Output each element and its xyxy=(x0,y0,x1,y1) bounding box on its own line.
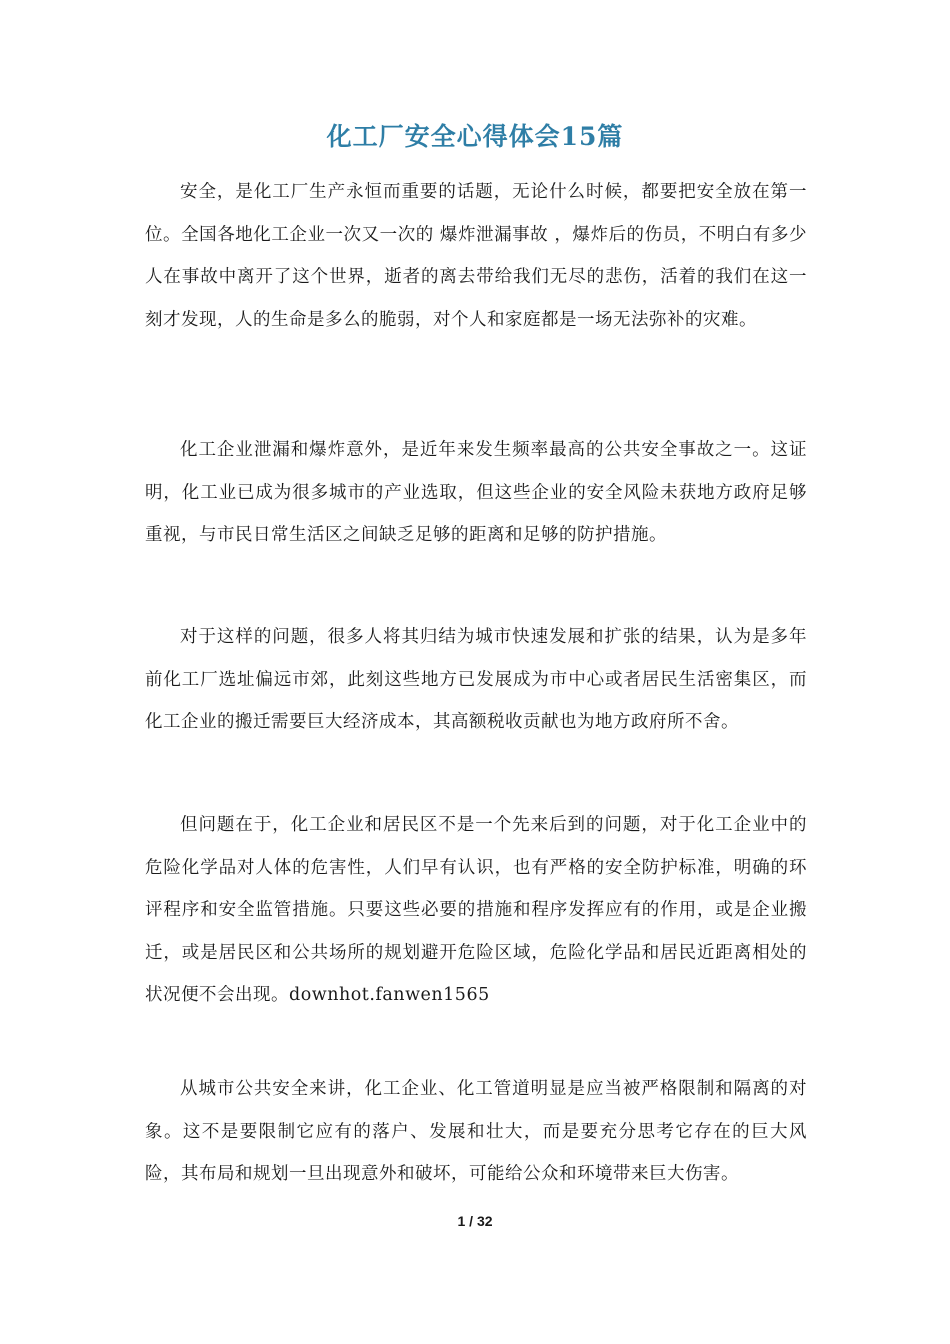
paragraph: 从城市公共安全来讲，化工企业、化工管道明显是应当被严格限制和隔离的对象。这不是要限制它应有的落户、发展和壮大，而是要充分思考它存在的巨大风险，其布局和规划一旦出现意外和破坏，可能给公众和环境带来巨大伤害。 xyxy=(145,1079,807,1184)
page-number: 1 / 32 xyxy=(457,1213,493,1229)
paragraph: 但问题在于，化工企业和居民区不是一个先来后到的问题，对于化工企业中的危险化学品对人体的危害性，人们早有认识，也有严格的安全防护标准，明确的环评程序和安全监管措施。只要这些必要的措施和程序发挥应有的作用，或是企业搬迁，或是居民区和公共场所的规划避开危险区域，危险化学品和居民近距离相处的状况便不会出现。downhot.fanwen1565 xyxy=(145,815,807,1005)
paragraph: 安全，是化工厂生产永恒而重要的话题，无论什么时候，都要把安全放在第一位。全国各地化工企业一次又一次的 爆炸泄漏事故 ，爆炸后的伤员，不明白有多少人在事故中离开了这个世界，逝者的离去带给我们无尽的悲伤，活着的我们在这一刻才发现，人的生命是多么的脆弱，对个人和家庭都是一场无法弥补的灾难。 xyxy=(145,182,807,330)
paragraph: 化工企业泄漏和爆炸意外，是近年来发生频率最高的公共安全事故之一。这证明，化工业已成为很多城市的产业选取，但这些企业的安全风险未获地方政府足够重视，与市民日常生活区之间缺乏足够的距离和足够的防护措施。 xyxy=(145,440,807,545)
document-title: 化工厂安全心得体会15篇 xyxy=(326,122,624,151)
paragraph: 对于这样的问题，很多人将其归结为城市快速发展和扩张的结果，认为是多年前化工厂选址偏远市郊，此刻这些地方已发展成为市中心或者居民生活密集区，而化工企业的搬迁需要巨大经济成本，其高额税收贡献也为地方政府所不舍。 xyxy=(145,627,807,732)
